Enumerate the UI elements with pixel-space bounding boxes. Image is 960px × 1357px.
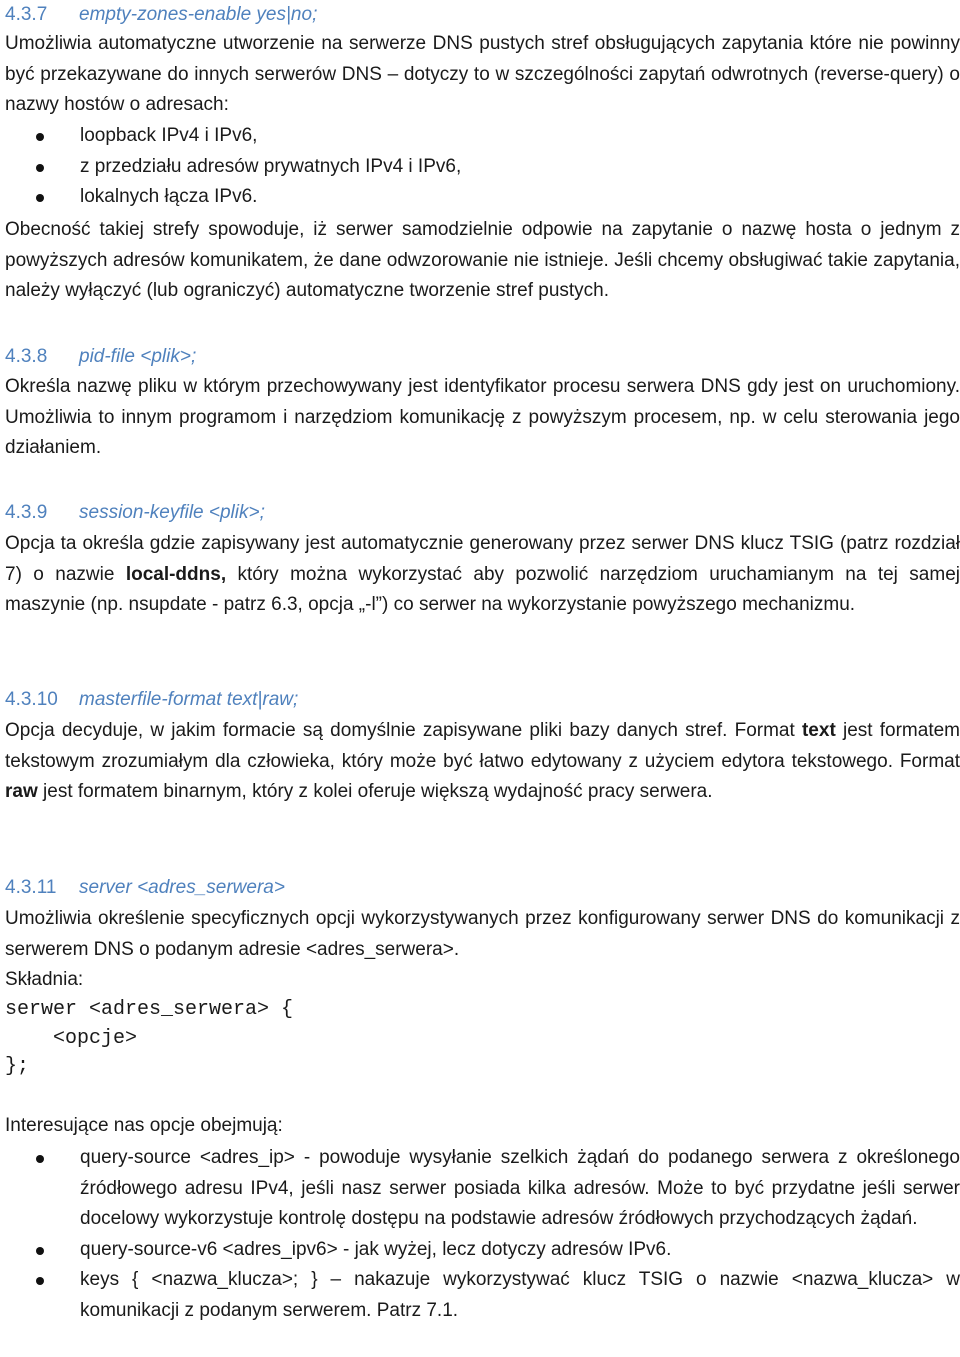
- list-item: query-source <adres_ip> - powoduje wysyłanie szelkich żądań do podanego serwera z określonego źródłowego adresu IPv4, jeśli nasz serwer posiada kilka adresów. Może to być przydatne jeśli serwer docelowy wykorzystuje kontrolę dostępu na podstawie adresów źródłowych przychodzących żądań.: [5, 1143, 960, 1235]
- list-item: z przedziału adresów prywatnych IPv4 i IPv6,: [5, 152, 960, 183]
- code-line: };: [5, 1055, 30, 1078]
- section-title: session-keyfile <plik>;: [79, 502, 265, 523]
- section-number: 4.3.8: [5, 346, 48, 367]
- text-run: który można wykorzystać aby pozwolić narzędziom uruchamianym na tej samej maszynie (np. nsupdate - patrz 6.3, opcja „-l”) co serwer na wykorzystanie powyższego mechanizmu.: [5, 563, 960, 615]
- code-line: <opcje>: [5, 1026, 138, 1050]
- text-run: Opcja decyduje, w jakim formacie są domyślnie zapisywane pliki bazy danych stref. Format: [5, 720, 802, 741]
- section-number: 4.3.9: [5, 502, 48, 523]
- section-title: empty-zones-enable yes|no;: [79, 4, 318, 25]
- section-heading-4-3-10: [5, 685, 298, 715]
- section-number: 4.3.10: [5, 689, 58, 710]
- section-heading-4-3-7: [5, 0, 317, 30]
- paragraph-server: Umożliwia określenie specyficznych opcji wykorzystywanych przez konfigurowany serwer DNS do komunikacji z serwerem DNS o podanym adresie <adres_serwera>.: [5, 908, 960, 960]
- paragraph-empty-zones-intro: Umożliwia automatyczne utworzenie na serwerze DNS pustych stref obsługujących zapytania które nie powinny być przekazywane do innych serwerów DNS – dotyczy to w szczególności zapytań odwrotnych (reverse-query) o nazwy hostów o adresach:: [5, 33, 960, 115]
- bold-term: raw: [5, 781, 38, 802]
- code-block: [5, 996, 293, 1082]
- syntax-label: Składnia:: [5, 969, 84, 990]
- paragraph-pid-file: Określa nazwę pliku w którym przechowywany jest identyfikator procesu serwera DNS gdy jest on uruchomiony. Umożliwia to innym programom i narzędziom komunikację z powyższym procesem, np. w celu sterowania jego działaniem.: [5, 376, 960, 458]
- section-title: masterfile-format text|raw;: [79, 689, 299, 710]
- section-title: pid-file <plik>;: [79, 346, 197, 367]
- text-run: jest formatem tekstowym zrozumiałym dla człowieka, który może być łatwo edytowany z użyciem edytora tekstowego. Format: [5, 720, 960, 772]
- list-item: lokalnych łącza IPv6.: [5, 182, 960, 213]
- section-heading-4-3-8: [5, 342, 196, 372]
- section-number: 4.3.11: [5, 877, 57, 898]
- list-item: loopback IPv4 i IPv6,: [5, 121, 960, 152]
- section-heading-4-3-11: [5, 873, 285, 903]
- section-heading-4-3-9: [5, 498, 265, 528]
- bullet-list-options: [5, 1143, 960, 1326]
- paragraph-session-keyfile: [5, 529, 960, 621]
- options-label: Interesujące nas opcje obejmują:: [5, 1115, 283, 1136]
- section-number: 4.3.7: [5, 4, 48, 25]
- code-line: serwer <adres_serwera> {: [5, 998, 294, 1021]
- section-title: server <adres_serwera>: [79, 877, 285, 898]
- list-item: query-source-v6 <adres_ipv6> - jak wyżej, lecz dotyczy adresów IPv6.: [5, 1235, 960, 1266]
- list-item: keys { <nazwa_klucza>; } – nakazuje wykorzystywać klucz TSIG o nazwie <nazwa_klucza> w komunikacji z podanym serwerem. Patrz 7.1.: [5, 1265, 960, 1326]
- bold-term: text: [801, 720, 836, 741]
- bold-term: local-ddns,: [125, 563, 227, 585]
- text-run: jest formatem binarnym, który z kolei oferuje większą wydajność pracy serwera.: [37, 781, 713, 802]
- paragraph-masterfile-format: [5, 716, 960, 808]
- text-run: Opcja ta określa gdzie zapisywany jest automatycznie generowany przez serwer DNS klucz TSIG (patrz rozdział 7) o nazwie: [5, 533, 960, 585]
- bullet-list-addresses: [5, 121, 960, 213]
- paragraph-empty-zones-outro: Obecność takiej strefy spowoduje, iż serwer samodzielnie odpowie na zapytanie o nazwę hosta o jednym z powyższych adresów komunikatem, że dane odwzorowanie nie istnieje. Jeśli chcemy obsługiwać takie zapytania, należy wyłączyć (lub ograniczyć) automatyczne tworzenie stref pustych.: [5, 219, 960, 301]
